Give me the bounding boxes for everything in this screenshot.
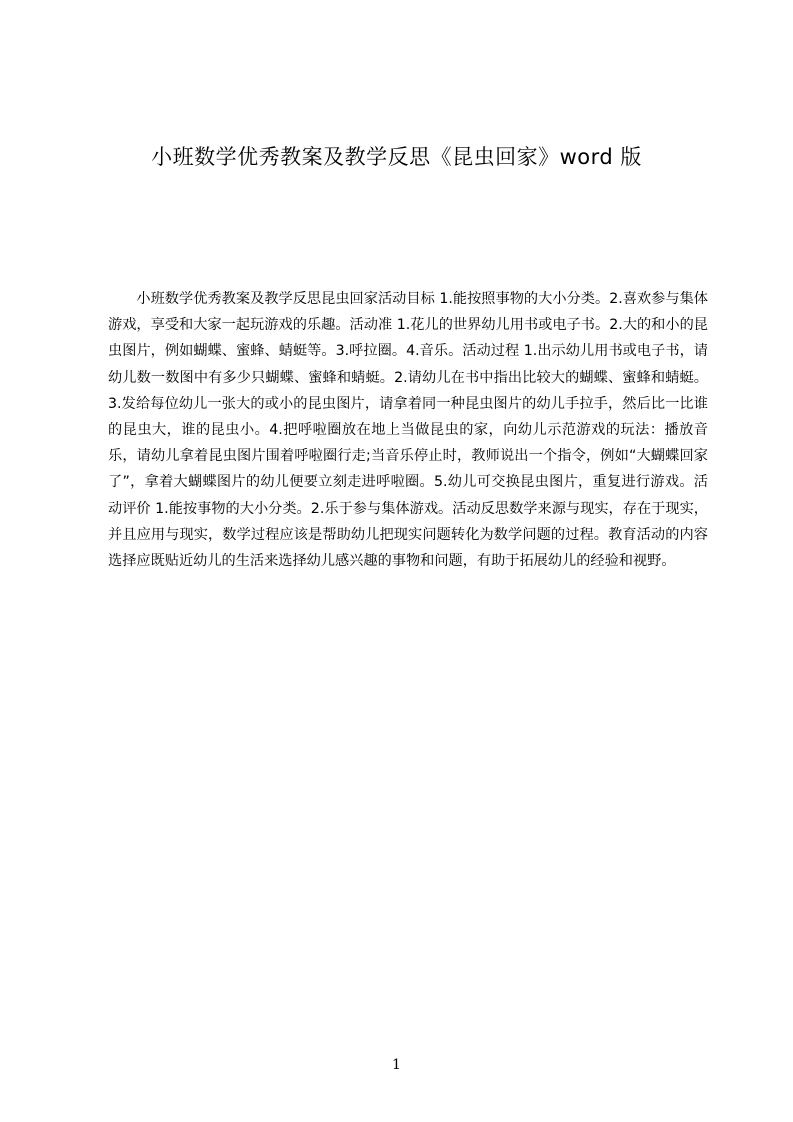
page-number: 1	[392, 1057, 401, 1073]
document-body-paragraph: 小班数学优秀教案及教学反思昆虫回家活动目标 1.能按照事物的大小分类。2.喜欢参与集体游戏，享受和大家一起玩游戏的乐趣。活动准 1.花儿的世界幼儿用书或电子书。2.大的和小的昆虫图片，例如蝴蝶、蜜蜂、蜻蜓等。3.呼拉圈。4.音乐。活动过程 1.出示幼儿用书或电子书，请幼儿数一数图中有多少只蝴蝶、蜜蜂和蜻蜓。2.请幼儿在书中指出比较大的蝴蝶、蜜蜂和蜻蜓。 3.发给每位幼儿一张大的或小的昆虫图片，请拿着同一种昆虫图片的幼儿手拉手，然后比一比谁的昆虫大，谁的昆虫小。4.把呼啦圈放在地上当做昆虫的家，向幼儿示范游戏的玩法：播放音乐，请幼儿拿着昆虫图片围着呼啦圈行走;当音乐停止时，教师说出一个指令，例如“大蝴蝶回家了”，拿着大蝴蝶图片的幼儿便要立刻走进呼啦圈。5.幼儿可交换昆虫图片，重复进行游戏。活动评价 1.能按事物的大小分类。2.乐于参与集体游戏。活动反思数学来源与现实，存在于现实，并且应用与现实，数学过程应该是帮助幼儿把现实问题转化为数学问题的过程。教育活动的内容选择应既贴近幼儿的生活来选择幼儿感兴趣的事物和问题，有助于拓展幼儿的经验和视野。	[108, 291, 708, 570]
document-title: 小班数学优秀教案及教学反思《昆虫回家》word 版	[151, 145, 642, 169]
